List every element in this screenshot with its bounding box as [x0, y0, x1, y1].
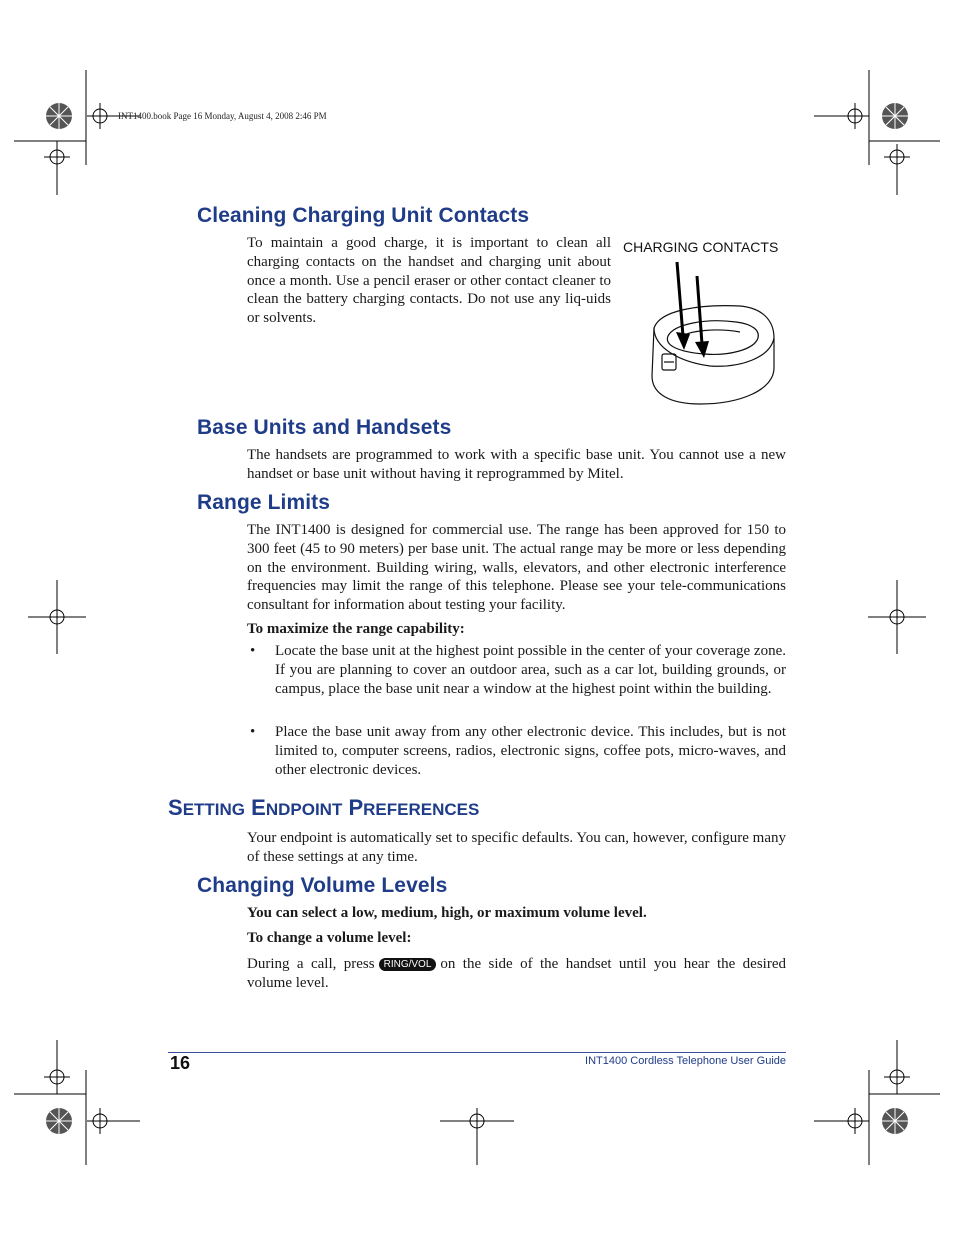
ring-vol-key-icon: RING/VOL: [379, 958, 437, 971]
preferences-body: Your endpoint is automatically set to specific defaults. You can, however, configure many of these settings at any time.: [247, 830, 786, 865]
heading-base-units: Base Units and Handsets: [197, 416, 452, 439]
range-body: The INT1400 is designed for commercial use. The range has been approved for 150 to 300 feet (45 to 90 meters) per base unit. The actual range may be more or less depending on the environment. Building wiring, walls, elevators, and other electronic interference frequencies may limit the range of this telephone. Please see your tele-communications consultant for information about testing your facility.: [247, 522, 786, 614]
range-tip: Place the base unit away from any other electronic device. This includes, but is not limited to, computer screens, radios, electronic signs, coffee pots, micro-waves, and other electronic devices.: [275, 724, 786, 778]
heading-cleaning-contacts: Cleaning Charging Unit Contacts: [197, 204, 530, 227]
volume-procedure-title: To change a volume level:: [247, 930, 412, 946]
charging-unit-illustration: [640, 258, 780, 408]
bullet-icon: •: [250, 643, 256, 659]
print-slug: INT1400.book Page 16 Monday, August 4, 2008 2:46 PM: [118, 111, 327, 121]
cleaning-body: To maintain a good charge, it is important to clean all charging contacts on the handset and charging unit about once a month. Use a pencil eraser or other contact cleaner to clean the battery charging contacts. Do not use any liq-uids or solvents.: [247, 235, 611, 327]
volume-body: During a call, press RING/VOL on the side of the handset until you hear the desired volume level.: [247, 956, 786, 991]
footer-rule: [168, 1052, 786, 1053]
figure-caption: CHARGING CONTACTS: [623, 239, 779, 255]
heading-changing-volume: Changing Volume Levels: [197, 874, 448, 897]
range-tip: Locate the base unit at the highest point possible in the center of your coverage zone. If you are planning to cover an outdoor area, such as a car lot, building grounds, or campus, place the base unit near a window at the highest point within the building.: [275, 643, 786, 697]
footer-title: INT1400 Cordless Telephone User Guide: [585, 1055, 786, 1067]
bullet-icon: •: [250, 724, 256, 740]
base-units-body: The handsets are programmed to work with a specific base unit. You cannot use a new handset or base unit without having it reprogrammed by Mitel.: [247, 447, 786, 482]
heading-range-limits: Range Limits: [197, 491, 331, 514]
page-number: 16: [170, 1053, 191, 1073]
volume-intro: You can select a low, medium, high, or maximum volume level.: [247, 905, 647, 921]
range-procedure-title: To maximize the range capability:: [247, 621, 465, 637]
heading-setting-endpoint-preferences: SETTING ENDPOINT PREFERENCES: [168, 795, 480, 820]
